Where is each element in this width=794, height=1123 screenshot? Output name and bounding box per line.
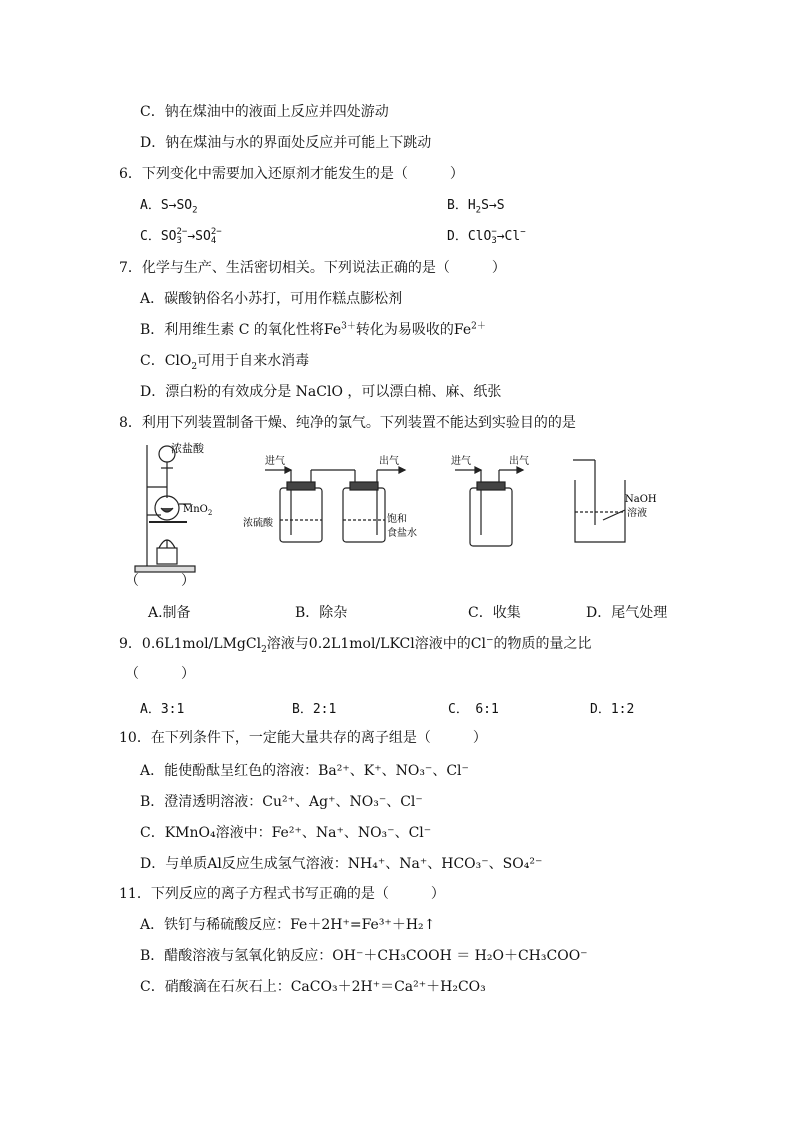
q9-stem-text: 9．0.6L1mol/LMgCl [119, 636, 262, 652]
q7-b-sup1: 3＋ [341, 321, 356, 332]
q9-option-b: B．2:1 [292, 702, 337, 717]
q8-option-c: C．收集 [468, 605, 521, 621]
nacl-label-2: 食盐水 [387, 528, 417, 539]
q6-d-sup: − [491, 226, 497, 237]
q6-option-b [447, 196, 505, 216]
q9-stem-sup: − [485, 635, 494, 646]
h2so4-label: 浓硫酸 [243, 518, 273, 529]
q9-stem-suffix: 的物质的量之比 [493, 636, 592, 652]
apparatus-d [573, 460, 625, 542]
q8-option-a: A.制备 [148, 605, 191, 621]
q6-c-text: C．SO [140, 229, 177, 244]
naoh-label-1: NaOH [625, 494, 657, 505]
q9-stem-sub: 2 [261, 644, 267, 655]
q8-option-d: D．尾气处理 [586, 605, 668, 621]
q10-stem: 10．在下列条件下，一定能大量共存的离子组是（ ） [119, 730, 487, 746]
q8-apparatus-figure [125, 440, 665, 580]
b-in-label: 进气 [265, 456, 285, 467]
q6-d-sup2: − [520, 227, 526, 238]
q9-stem-mid: 溶液与0.2L1mol/LKCl溶液中的Cl [266, 636, 486, 652]
q7-b-sup2: 2＋ [471, 321, 486, 332]
q7-option-c [140, 351, 309, 371]
c-out-label: 出气 [509, 456, 529, 467]
q10-option-c: C．KMnO₄溶液中：Fe²⁺、Na⁺、NO₃⁻、Cl⁻ [140, 825, 432, 841]
q7-c-sub: 2 [191, 361, 198, 372]
q6-a-text: A．S→SO [140, 198, 193, 213]
q6-c-sup1: 2− [176, 226, 188, 237]
q9-answer-paren: （ ） [125, 666, 195, 682]
q6-d-text: D．ClO [447, 229, 492, 244]
q9-option-c: C． 6:1 [448, 702, 499, 717]
q5-option-c: C．钠在煤油中的液面上反应并四处游动 [140, 104, 389, 120]
q11-option-b: B．醋酸溶液与氢氧化钠反应：OH⁻＋CH₃COOH ＝ H₂O＋CH₃COO⁻ [140, 948, 588, 964]
q7-b-mid: 转化为易吸收的Fe [355, 322, 472, 338]
q6-c-sup2: 2− [210, 226, 222, 237]
q6-stem: 6．下列变化中需要加入还原剂才能发生的是（ ） [119, 166, 464, 182]
q6-option-c [140, 227, 222, 247]
q10-option-b: B．澄清透明溶液：Cu²⁺、Ag⁺、NO₃⁻、Cl⁻ [140, 794, 423, 810]
q6-c-sub1: 3 [176, 235, 182, 246]
q8-stem: 8．利用下列装置制备干燥、纯净的氯气。下列装置不能达到实验目的的是 [119, 415, 576, 431]
q7-option-d: D．漂白粉的有效成分是 NaClO ，可以漂白棉、麻、纸张 [140, 384, 502, 400]
nacl-label-1: 饱和 [387, 514, 407, 525]
q6-b-sub: 2 [475, 205, 482, 216]
q9-stem [119, 634, 591, 654]
b-out-label: 出气 [379, 456, 399, 467]
mno2-label: MnO$_2$ [183, 504, 213, 517]
q6-d-sub: 3 [491, 235, 497, 246]
q7-stem: 7．化学与生产、生活密切相关。下列说法正确的是（ ） [119, 260, 506, 276]
q10-option-d: D．与单质Al反应生成氢气溶液：NH₄⁺、Na⁺、HCO₃⁻、SO₄²⁻ [140, 856, 543, 872]
apparatus-c [455, 467, 523, 546]
q6-c-mid: →SO [187, 229, 211, 244]
q7-option-a: A．碳酸钠俗名小苏打，可用作糕点膨松剂 [140, 291, 403, 307]
q10-option-a: A．能使酚酞呈红色的溶液：Ba²⁺、K⁺、NO₃⁻、Cl⁻ [140, 763, 469, 779]
q5-option-d: D．钠在煤油与水的界面处反应并可能上下跳动 [140, 135, 432, 151]
q6-option-d [447, 227, 526, 247]
q6-d-mid: →Cl [496, 229, 521, 244]
q6-b-suffix: S→S [481, 198, 505, 213]
q6-option-a [140, 196, 198, 216]
q8-answer-paren: （ ） [125, 573, 195, 589]
q6-b-text: B．H [447, 198, 476, 213]
q8-option-b: B．除杂 [295, 605, 348, 621]
q7-b-text: B．利用维生素 C 的氧化性将Fe [140, 322, 342, 338]
q7-option-b [140, 320, 486, 340]
q9-option-d: D．1:2 [590, 702, 635, 717]
q7-c-text: C．ClO [140, 353, 192, 369]
q11-option-a: A．铁钉与稀硫酸反应：Fe＋2H⁺=Fe³⁺＋H₂↑ [140, 917, 436, 933]
c-in-label: 进气 [451, 456, 471, 467]
q11-stem: 11．下列反应的离子方程式书写正确的是（ ） [119, 886, 445, 902]
q6-c-sub2: 4 [210, 235, 217, 246]
hcl-label: 浓盐酸 [171, 442, 204, 455]
q7-c-suffix: 可用于自来水消毒 [197, 353, 310, 369]
q11-option-c: C．硝酸滴在石灰石上：CaCO₃＋2H⁺＝Ca²⁺＋H₂CO₃ [140, 979, 486, 995]
apparatus-b [265, 467, 405, 542]
q6-a-sub: 2 [192, 205, 198, 216]
q9-option-a: A．3:1 [140, 702, 185, 717]
naoh-label-2: 溶液 [627, 508, 647, 519]
